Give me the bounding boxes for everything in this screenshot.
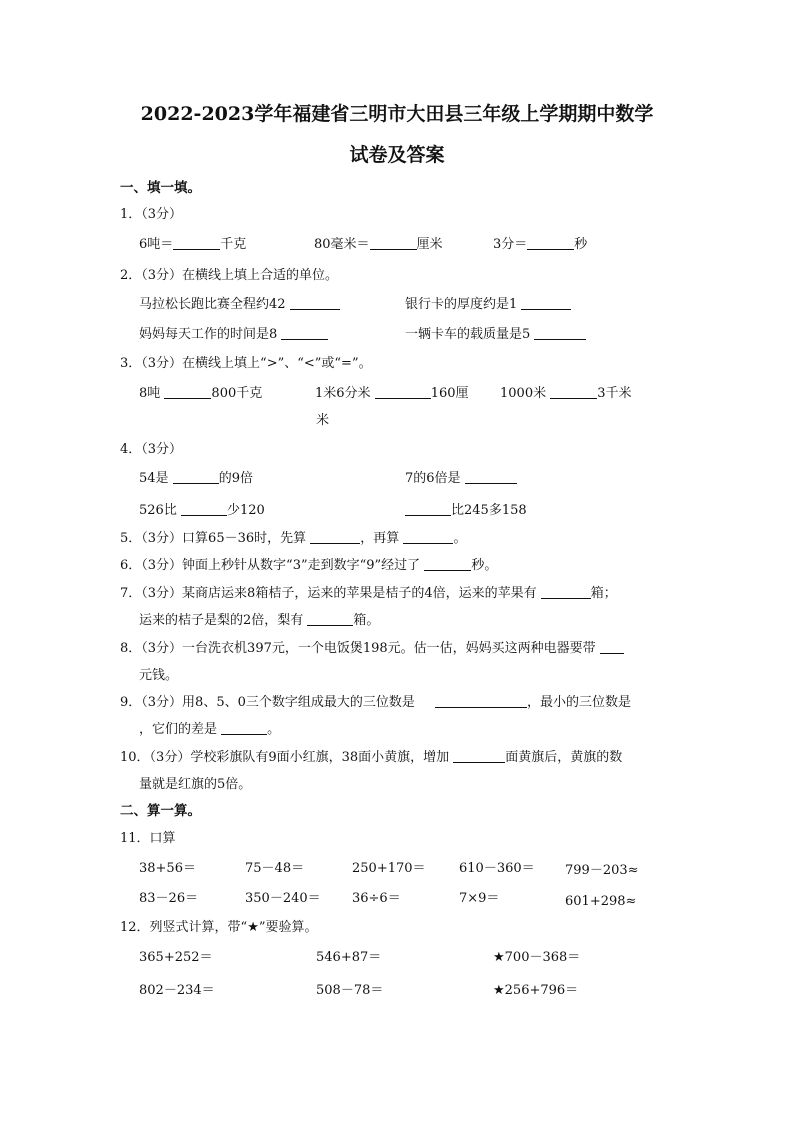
answer-blank[interactable] bbox=[405, 503, 451, 516]
question-11-label: 11．口算 bbox=[120, 831, 176, 846]
oral-calc-item: 350－240＝ bbox=[245, 891, 321, 906]
answer-blank[interactable] bbox=[424, 558, 471, 571]
question-5: 5．（3分）口算65－36时，先算 ，再算 。 bbox=[120, 531, 467, 546]
question-9-line1: 9．（3分）用8、5、0三个数字组成最大的三位数是 ，最小的三位数是 bbox=[120, 695, 632, 710]
answer-blank[interactable] bbox=[173, 237, 220, 250]
question-4-label: 4．（3分） bbox=[120, 442, 183, 457]
answer-blank[interactable] bbox=[310, 531, 360, 544]
question-9-line2: ，它们的差是 。 bbox=[139, 722, 281, 737]
question-2-label: 2．（3分）在横线上填上合适的单位。 bbox=[120, 268, 339, 283]
answer-blank[interactable] bbox=[541, 586, 591, 599]
question-1-label: 1．（3分） bbox=[120, 207, 183, 222]
oral-calc-item: 83－26＝ bbox=[139, 891, 199, 906]
question-4-item-b: 7的6倍是 bbox=[405, 470, 517, 488]
question-2-item-c: 妈妈每天工作的时间是8 bbox=[139, 326, 328, 344]
answer-blank[interactable] bbox=[307, 613, 353, 626]
question-3-item-c: 1000米 3千米 bbox=[500, 386, 632, 401]
answer-blank[interactable] bbox=[403, 531, 453, 544]
page-title-line2: 试卷及答案 bbox=[349, 144, 445, 166]
answer-blank[interactable] bbox=[290, 297, 340, 310]
answer-blank[interactable] bbox=[600, 641, 624, 654]
question-12-label: 12．列竖式计算，带“★”要验算。 bbox=[120, 920, 318, 935]
question-3-item-b-wrap: 米 bbox=[316, 413, 330, 428]
answer-blank[interactable] bbox=[164, 386, 211, 399]
oral-calc-item: 601+298≈ bbox=[565, 894, 637, 909]
answer-blank[interactable] bbox=[375, 386, 431, 399]
answer-blank[interactable] bbox=[281, 327, 328, 340]
question-3-item-b: 1米6分米 160厘 bbox=[315, 386, 469, 401]
answer-blank[interactable] bbox=[534, 327, 586, 340]
question-1-item-c: 3分＝ 秒 bbox=[493, 237, 588, 252]
oral-calc-item: 7×9＝ bbox=[459, 891, 500, 906]
question-3-label: 3．（3分）在横线上填上“>”、“<”或“=”。 bbox=[120, 356, 372, 371]
question-8-line1: 8．（3分）一台洗衣机397元，一个电饭煲198元。估一估，妈妈买这两种电器要带 bbox=[120, 640, 624, 658]
oral-calc-item: 799－203≈ bbox=[565, 863, 639, 878]
answer-blank[interactable] bbox=[465, 471, 517, 484]
answer-blank[interactable] bbox=[181, 503, 227, 516]
answer-blank[interactable] bbox=[370, 237, 417, 250]
section-heading-calc: 二、算一算。 bbox=[120, 803, 201, 819]
question-4-item-c: 526比 少120 bbox=[139, 503, 265, 518]
question-6: 6．（3分）钟面上秒针从数字“3”走到数字“9”经过了 秒。 bbox=[120, 558, 498, 573]
question-2-item-b: 银行卡的厚度约是1 bbox=[405, 296, 571, 314]
answer-blank[interactable] bbox=[527, 237, 574, 250]
question-10-line1: 10．（3分）学校彩旗队有9面小红旗，38面小黄旗，增加 面黄旗后，黄旗的数 bbox=[120, 750, 623, 765]
question-7-line2: 运来的桔子是梨的2倍，梨有 箱。 bbox=[139, 613, 380, 628]
star-icon: ★ bbox=[247, 920, 259, 935]
answer-blank[interactable] bbox=[550, 386, 597, 399]
answer-blank[interactable] bbox=[435, 695, 527, 708]
oral-calc-item: 610－360＝ bbox=[459, 861, 535, 876]
question-7-line1: 7．（3分）某商店运来8箱桔子，运来的苹果是桔子的4倍，运来的苹果有 箱； bbox=[120, 586, 617, 601]
vertical-calc-item: 546+87＝ bbox=[316, 950, 382, 965]
answer-blank[interactable] bbox=[173, 471, 219, 484]
answer-blank[interactable] bbox=[521, 297, 571, 310]
page-title-line1: 2022-2023学年福建省三明市大田县三年级上学期期中数学 bbox=[140, 103, 654, 125]
vertical-calc-item: 365+252＝ bbox=[139, 950, 213, 965]
section-heading-fill: 一、填一填。 bbox=[120, 180, 201, 196]
vertical-calc-item: 508－78＝ bbox=[316, 983, 384, 998]
question-4-item-a: 54是 的9倍 bbox=[139, 471, 253, 486]
vertical-calc-item-starred: ★700－368＝ bbox=[493, 950, 581, 965]
question-4-item-d: 比245多158 bbox=[405, 502, 527, 520]
answer-blank[interactable] bbox=[221, 722, 267, 735]
question-3-item-a: 8吨 800千克 bbox=[139, 386, 263, 401]
question-8-line2: 元钱。 bbox=[139, 668, 179, 683]
star-icon: ★ bbox=[493, 950, 505, 965]
vertical-calc-item-starred: ★256+796＝ bbox=[493, 983, 579, 998]
oral-calc-item: 250+170＝ bbox=[352, 861, 426, 876]
oral-calc-item: 38+56＝ bbox=[139, 861, 196, 876]
answer-blank[interactable] bbox=[453, 750, 505, 763]
question-2-item-d: 一辆卡车的载质量是5 bbox=[405, 326, 586, 344]
star-icon: ★ bbox=[493, 983, 505, 998]
vertical-calc-item: 802－234＝ bbox=[139, 983, 215, 998]
question-1-item-a: 6吨＝ 千克 bbox=[139, 237, 247, 252]
question-10-line2: 量就是红旗的5倍。 bbox=[139, 777, 252, 792]
oral-calc-item: 36÷6＝ bbox=[352, 891, 401, 906]
question-1-item-b: 80毫米＝ 厘米 bbox=[314, 237, 443, 252]
oral-calc-item: 75－48＝ bbox=[245, 861, 305, 876]
question-2-item-a: 马拉松长跑比赛全程约42 bbox=[139, 296, 340, 314]
